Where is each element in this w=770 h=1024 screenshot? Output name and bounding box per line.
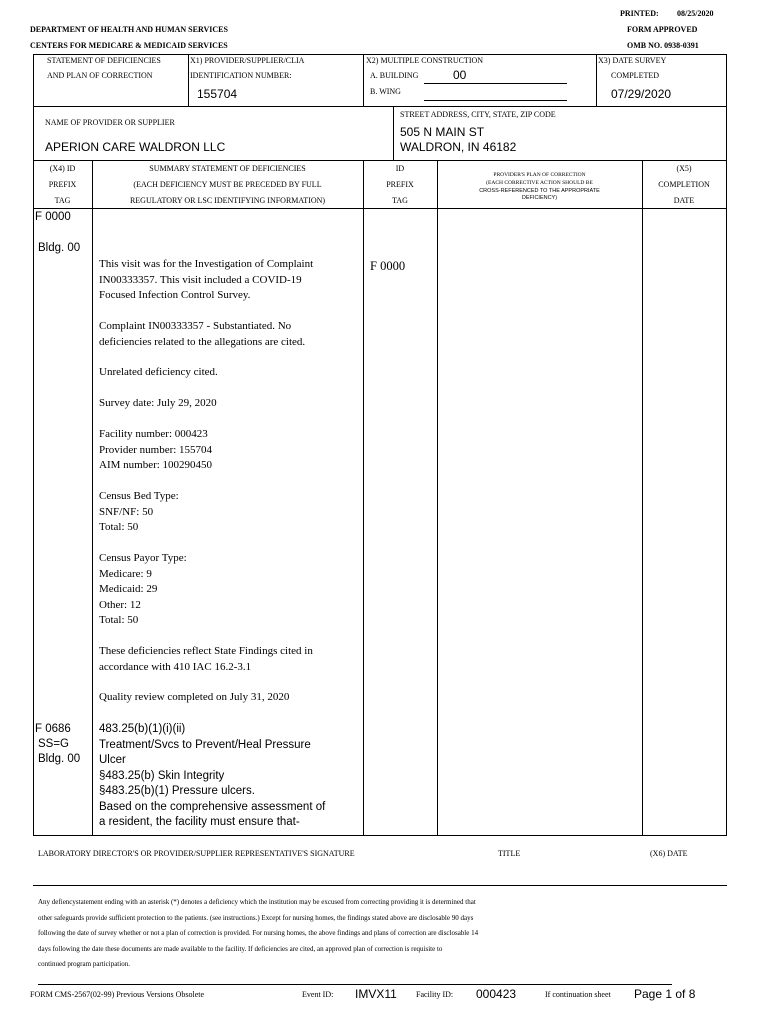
summary-line: SNF/NF: 50 <box>99 505 154 518</box>
quality-review: Quality review completed on July 31, 2020 <box>99 691 290 703</box>
summary-header-1: SUMMARY STATEMENT OF DEFICIENCIES <box>149 164 306 173</box>
right-prefix-tag-1: F 0000 <box>370 259 406 273</box>
address-line-2: WALDRON, IN 46182 <box>400 140 517 154</box>
id-header-2: PREFIX <box>386 180 414 189</box>
state-findings <box>99 644 361 675</box>
census-bed-type <box>99 489 361 536</box>
signature-label: LABORATORY DIRECTOR'S OR PROVIDER/SUPPLIER REPRESENTATIVE'S SIGNATURE <box>38 849 355 858</box>
x3-label-2: COMPLETED <box>611 71 659 80</box>
statement-label-1: STATEMENT OF DEFICIENCIES <box>47 56 161 65</box>
summary-header-3: REGULATORY OR LSC IDENTIFYING INFORMATION) <box>129 196 326 205</box>
summary-line: Ulcer <box>99 754 126 766</box>
summary-line: Total: 50 <box>99 521 139 533</box>
summary-line: Other: 12 <box>99 598 141 611</box>
disclaimer <box>38 895 728 973</box>
summary-header-2: (EACH DEFICIENCY MUST BE PRECEDED BY FULL <box>133 180 322 189</box>
summary-line: This visit was for the Investigation of Complaint <box>99 258 314 270</box>
address-label: STREET ADDRESS, CITY, STATE, ZIP CODE <box>400 110 556 119</box>
summary-line: §483.25(b)(1) Pressure ulcers. <box>99 785 255 797</box>
plan-header-4: DEFICIENCY) <box>521 195 558 201</box>
provider-name: APERION CARE WALDRON LLC <box>45 140 226 154</box>
survey-date: Survey date: July 29, 2020 <box>99 397 217 409</box>
form-approved: FORM APPROVED <box>627 25 698 34</box>
summary-line: Focused Infection Control Survey. <box>99 289 251 301</box>
building-label: A. BUILDING <box>370 71 419 80</box>
x5-header-3: DATE <box>673 196 695 205</box>
wing-field-line <box>424 100 567 101</box>
disclaimer-rule <box>38 984 672 985</box>
address-line-1: 505 N MAIN ST <box>400 125 485 139</box>
event-id: IMVX11 <box>355 987 397 1001</box>
signature-line <box>33 885 727 886</box>
disclaimer-line: continued program participation. <box>38 960 130 968</box>
summary-line: Provider number: 155704 <box>99 443 213 456</box>
summary-line: Medicare: 9 <box>99 567 152 580</box>
bldg-2: Bldg. 00 <box>38 753 81 765</box>
x3-value: 07/29/2020 <box>611 87 672 101</box>
plan-header-1: PROVIDER'S PLAN OF CORRECTION <box>493 172 586 178</box>
prefix-tag-1: F 0000 <box>35 211 71 223</box>
continuation-label: If continuation sheet <box>545 990 611 999</box>
ss-rating: SS=G <box>38 738 70 750</box>
x2-label: X2) MULTIPLE CONSTRUCTION <box>366 56 484 65</box>
building-field <box>424 68 567 82</box>
printed-label: PRINTED: <box>620 9 659 18</box>
summary-line: §483.25(b) Skin Integrity <box>99 769 225 782</box>
x1-label-1: X1) PROVIDER/SUPPLIER/CLIA <box>190 56 305 65</box>
summary-line: Census Payor Type: <box>99 552 187 564</box>
x1-value: 155704 <box>197 87 238 101</box>
x6-date-label: (X6) DATE <box>650 849 688 858</box>
page-number: Page 1 of 8 <box>634 987 696 1001</box>
printed-date: 08/25/2020 <box>677 9 714 18</box>
summary-line: AIM number: 100290450 <box>99 459 213 471</box>
complaint-paragraph <box>99 319 361 350</box>
disclaimer-line: following the date of survey whether or not a plan of correction is provided. For nursing homes, the above findings and plans of correction are disclosable 14 <box>38 929 479 937</box>
building-value: 00 <box>453 68 467 82</box>
event-id-label: Event ID: <box>302 990 334 999</box>
bldg-1: Bldg. 00 <box>38 242 81 254</box>
wing-label: B. WING <box>370 87 401 96</box>
summary-line: a resident, the facility must ensure that- <box>99 816 300 828</box>
f686-statement <box>99 722 361 831</box>
summary-line: Based on the comprehensive assessment of <box>99 800 326 813</box>
plan-header-3: CROSS-REFERENCED TO THE APPROPRIATE <box>479 188 600 194</box>
x4-header-1: (X4) ID <box>49 164 76 173</box>
summary-line: Medicaid: 29 <box>99 583 158 595</box>
disclaimer-line: other safeguards provide sufficient protection to the patients. (see instructions.) Except for nursing homes, the findings stated above are disclosable 90 days <box>38 913 474 922</box>
summary-line: IN00333357. This visit included a COVID-19 <box>99 273 302 286</box>
facility-id: 000423 <box>476 987 517 1001</box>
disclaimer-line: days following the date these documents are made available to the facility. If deficiencies are cited, an approved plan of correction is requisite to <box>38 944 443 953</box>
facility-numbers <box>99 427 361 474</box>
disclaimer-line: Any defiencystatement ending with an asterisk (*) denotes a deficiency which the institution may be excused from correcting providing it is determined that <box>38 898 476 906</box>
x4-header-3: TAG <box>54 196 71 205</box>
x5-header-1: (X5) <box>676 164 692 173</box>
provider-name-label: NAME OF PROVIDER OR SUPPLIER <box>45 118 175 127</box>
summary-line: Facility number: 000423 <box>99 428 208 440</box>
omb-number: OMB NO. 0938-0391 <box>627 41 699 50</box>
summary-line: accordance with 410 IAC 16.2-3.1 <box>99 660 252 673</box>
centers-heading: CENTERS FOR MEDICARE & MEDICAID SERVICES <box>30 41 228 50</box>
form-number: FORM CMS-2567(02-99) Previous Versions Obsolete <box>30 990 205 999</box>
facility-id-label: Facility ID: <box>416 990 454 999</box>
statement-label-2: AND PLAN OF CORRECTION <box>47 71 153 80</box>
summary-line: Census Bed Type: <box>99 490 179 502</box>
x1-label-2: IDENTIFICATION NUMBER: <box>190 71 292 80</box>
title-label: TITLE <box>498 849 521 858</box>
census-payor-type <box>99 551 361 629</box>
summary-line: deficiencies related to the allegations are cited. <box>99 335 306 348</box>
dept-heading: DEPARTMENT OF HEALTH AND HUMAN SERVICES <box>30 25 228 34</box>
summary-line: Treatment/Svcs to Prevent/Heal Pressure <box>99 738 311 751</box>
summary-line: Complaint IN00333357 - Substantiated. No <box>99 320 292 332</box>
x4-header-2: PREFIX <box>48 180 77 189</box>
id-header-1: ID <box>395 164 405 173</box>
summary-line: These deficiencies reflect State Findings cited in <box>99 645 313 657</box>
summary-line: 483.25(b)(1)(i)(ii) <box>99 723 186 735</box>
summary-statement <box>99 257 361 304</box>
prefix-tag-2: F 0686 <box>35 723 71 735</box>
plan-header-2: (EACH CORRECTIVE ACTION SHOULD BE <box>486 180 593 186</box>
id-header-3: TAG <box>392 196 408 205</box>
x5-header-2: COMPLETION <box>658 180 710 189</box>
x3-label-1: X3) DATE SURVEY <box>598 56 667 65</box>
unrelated-deficiency: Unrelated deficiency cited. <box>99 366 218 378</box>
summary-line: Total: 50 <box>99 614 139 626</box>
